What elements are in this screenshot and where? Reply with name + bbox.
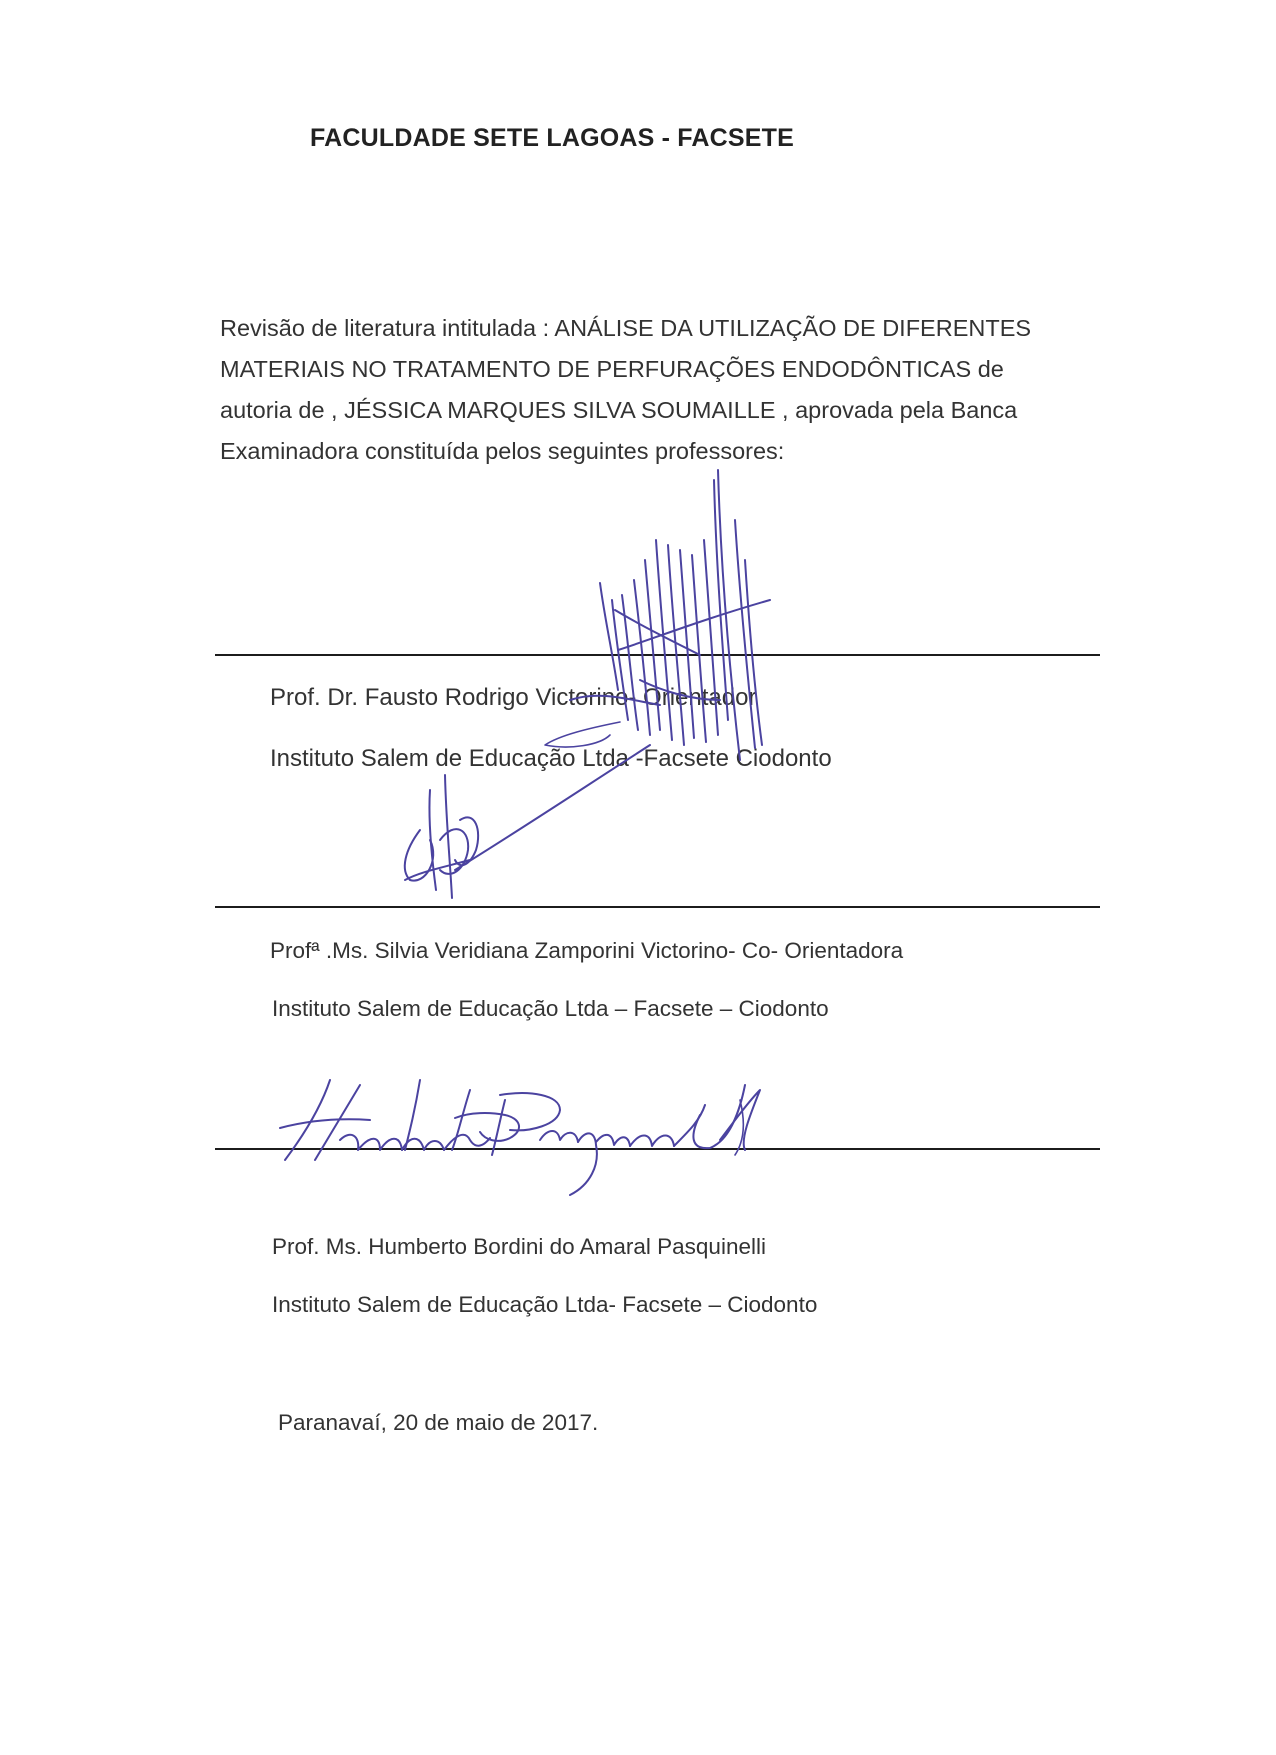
signature-line-co-advisor [215, 906, 1100, 908]
examiner-name-member: Prof. Ms. Humberto Bordini do Amaral Pasquinelli [272, 1234, 766, 1259]
approval-statement-line: Revisão de literatura intitulada : ANÁLISE DA UTILIZAÇÃO DE DIFERENTES [220, 315, 1032, 341]
examiner-institution-co-advisor: Instituto Salem de Educação Ltda – Facsete – Ciodonto [272, 996, 829, 1021]
signature-advisor-graphic [545, 470, 770, 760]
examiner-name-co-advisor: Profª .Ms. Silvia Veridiana Zamporini Victorino- Co- Orientadora [270, 938, 904, 963]
approval-statement-line: MATERIAIS NO TRATAMENTO DE PERFURAÇÕES ENDODÔNTICAS de [220, 356, 1004, 382]
examiner-name-advisor: Prof. Dr. Fausto Rodrigo Victorino- Orientador [270, 684, 757, 711]
approval-statement-line: Examinadora constituída pelos seguintes professores: [220, 438, 785, 464]
signature-line-advisor [215, 654, 1100, 656]
place-and-date: Paranavaí, 20 de maio de 2017. [278, 1410, 599, 1435]
examiner-institution-advisor: Instituto Salem de Educação Ltda -Facsete Ciodonto [270, 745, 832, 772]
signature-line-examiner [215, 1148, 1100, 1150]
examiner-institution-member: Instituto Salem de Educação Ltda- Facsete – Ciodonto [272, 1292, 818, 1317]
approval-statement-line: autoria de , JÉSSICA MARQUES SILVA SOUMAILLE , aprovada pela Banca [220, 397, 1018, 423]
approval-statement [220, 308, 1100, 472]
signature-examiner-graphic [280, 1080, 760, 1195]
institution-header: FACULDADE SETE LAGOAS - FACSETE [310, 124, 795, 152]
